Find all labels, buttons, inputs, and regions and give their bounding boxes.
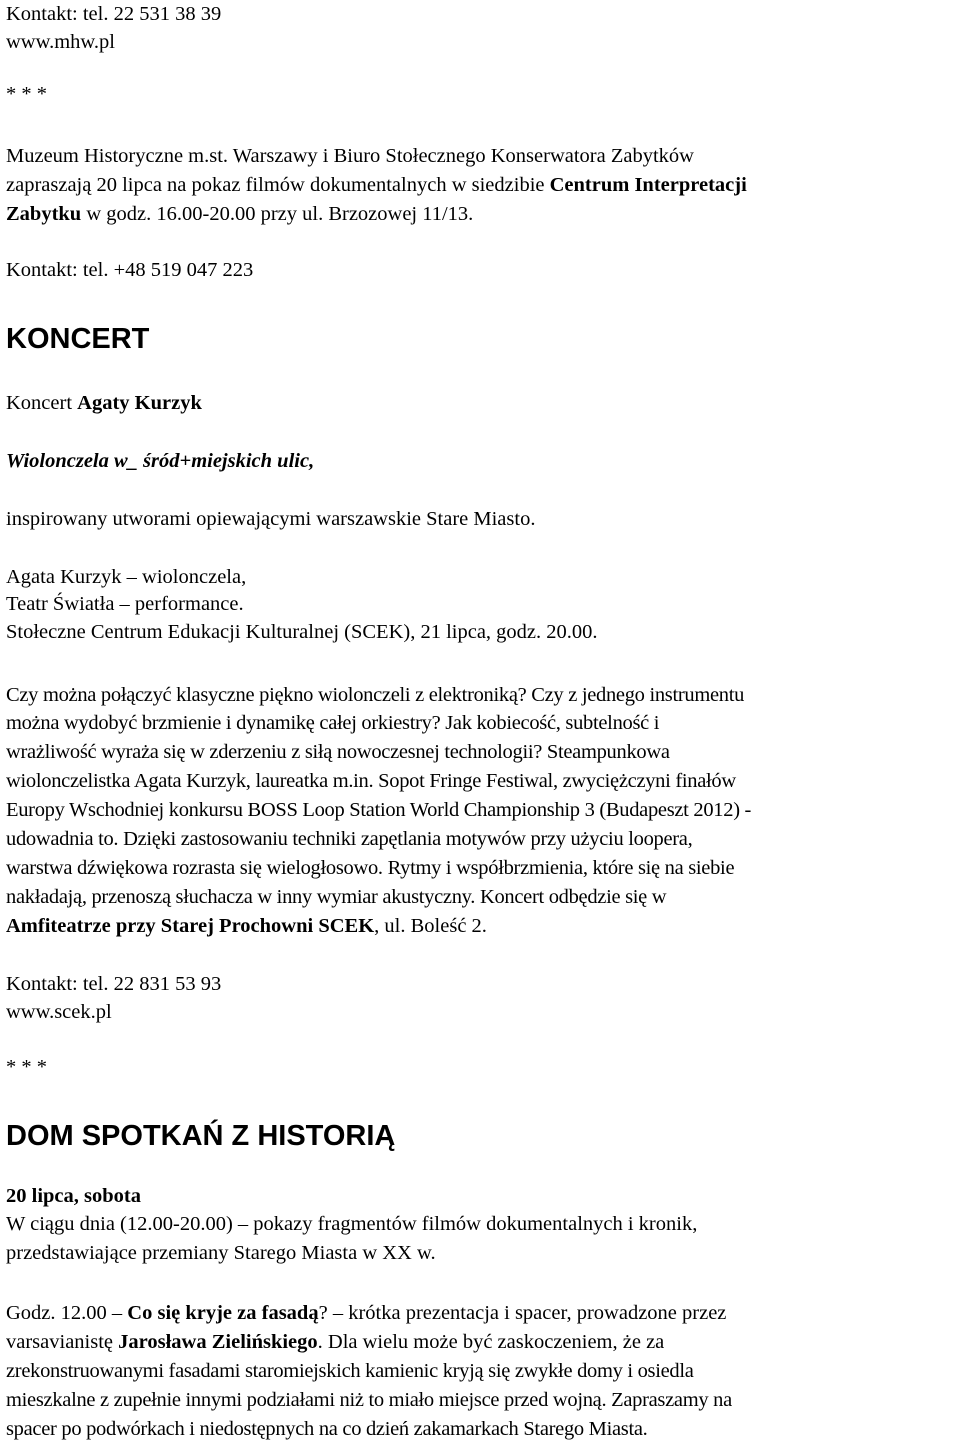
paragraph-line [6, 171, 747, 200]
paragraph-line: inspirowany utworami opiewającymi warszawskie Stare Miasto. [6, 508, 536, 530]
bold-text: Agaty Kurzyk [77, 392, 202, 414]
section-heading: KONCERT [6, 323, 150, 355]
text-span: ? – krótka prezentacja i spacer, prowadzone przez [318, 1302, 727, 1324]
italic-bold-text: Wiolonczela w_ śród+miejskich ulic, [6, 450, 315, 472]
separator-stars: * * * [6, 83, 47, 105]
paragraph-line [6, 912, 487, 941]
bold-text: Zabytku [6, 203, 82, 225]
paragraph-line [6, 1328, 664, 1357]
section-heading: DOM SPOTKAŃ Z HISTORIĄ [6, 1120, 396, 1152]
separator-stars: * * * [6, 1056, 47, 1078]
paragraph-line: W ciągu dnia (12.00-20.00) – pokazy fragmentów filmów dokumentalnych i kronik, [6, 1213, 698, 1235]
venue-line: Stołeczne Centrum Edukacji Kulturalnej (SCEK), 21 lipca, godz. 20.00. [6, 621, 598, 643]
text-span: Godz. 12.00 – [6, 1302, 128, 1324]
concert-title [6, 389, 202, 418]
paragraph-line: można wydobyć brzmienie i dynamikę całej orkiestry? Jak kobiecość, subtelność i [6, 712, 660, 734]
website-link[interactable]: www.scek.pl [6, 1001, 112, 1023]
paragraph-line: nakładają, przenoszą słuchacza w inny wymiar akustyczny. Koncert odbędzie się w [6, 886, 667, 908]
bold-text: Jarosława Zielińskiego [118, 1331, 318, 1353]
paragraph-line: zrekonstruowanymi fasadami staromiejskich kamienic kryją się zwykłe domy i osiedla [6, 1360, 694, 1382]
paragraph-line: przedstawiające przemiany Starego Miasta w XX w. [6, 1242, 436, 1264]
paragraph-line [6, 1299, 726, 1328]
text-span: Koncert [6, 392, 78, 414]
contact-phone: Kontakt: tel. +48 519 047 223 [6, 259, 254, 281]
bold-text: Amfiteatrze przy Starej Prochowni SCEK [6, 915, 375, 937]
paragraph-line: mieszkalne z zupełnie innymi podziałami niż to miało miejsce przed wojną. Zapraszamy na [6, 1389, 732, 1411]
performer-line: Teatr Światła – performance. [6, 593, 244, 615]
paragraph-line: udowadnia to. Dzięki zastosowaniu techniki zapętlania motywów przy użyciu loopera, [6, 828, 693, 850]
performer-line: Agata Kurzyk – wiolonczela, [6, 566, 247, 588]
bold-text: Co się kryje za fasadą [127, 1302, 319, 1324]
text-span: , ul. Boleść 2. [374, 915, 487, 937]
text-span: zapraszają 20 lipca na pokaz filmów dokumentalnych w siedzibie [6, 174, 550, 196]
paragraph-line: Muzeum Historyczne m.st. Warszawy i Biuro Stołecznego Konserwatora Zabytków [6, 145, 694, 167]
text-span: w godz. 16.00-20.00 przy ul. Brzozowej 11/13. [81, 203, 474, 225]
paragraph-line: Czy można połączyć klasyczne piękno wiolonczeli z elektroniką? Czy z jednego instrumentu [6, 684, 745, 706]
event-date [6, 1182, 141, 1211]
paragraph-line: wiolonczelistka Agata Kurzyk, laureatka m.in. Sopot Fringe Festiwal, zwyciężczyni finałów [6, 770, 736, 792]
text-span: . Dla wielu może być zaskoczeniem, że za [317, 1331, 665, 1353]
paragraph-line [6, 200, 473, 229]
paragraph-line: wrażliwość wyraża się w zderzeniu z siłą nowoczesnej technologii? Steampunkowa [6, 741, 670, 763]
contact-phone: Kontakt: tel. 22 531 38 39 [6, 3, 222, 25]
paragraph-line: warstwa dźwiękowa rozrasta się wielogłosowo. Rytmy i współbrzmienia, które się na siebie [6, 857, 735, 879]
concert-subtitle [6, 447, 314, 476]
text-span: varsavianistę [6, 1331, 119, 1353]
bold-text: 20 lipca, sobota [6, 1185, 141, 1207]
paragraph-line: spacer po podwórkach i niedostępnych na co dzień zakamarkach Starego Miasta. [6, 1418, 648, 1440]
bold-text: Centrum Interpretacji [549, 174, 747, 196]
website-link[interactable]: www.mhw.pl [6, 31, 115, 53]
paragraph-line: Europy Wschodniej konkursu BOSS Loop Station World Championship 3 (Budapeszt 2012) - [6, 799, 752, 821]
contact-phone: Kontakt: tel. 22 831 53 93 [6, 973, 222, 995]
